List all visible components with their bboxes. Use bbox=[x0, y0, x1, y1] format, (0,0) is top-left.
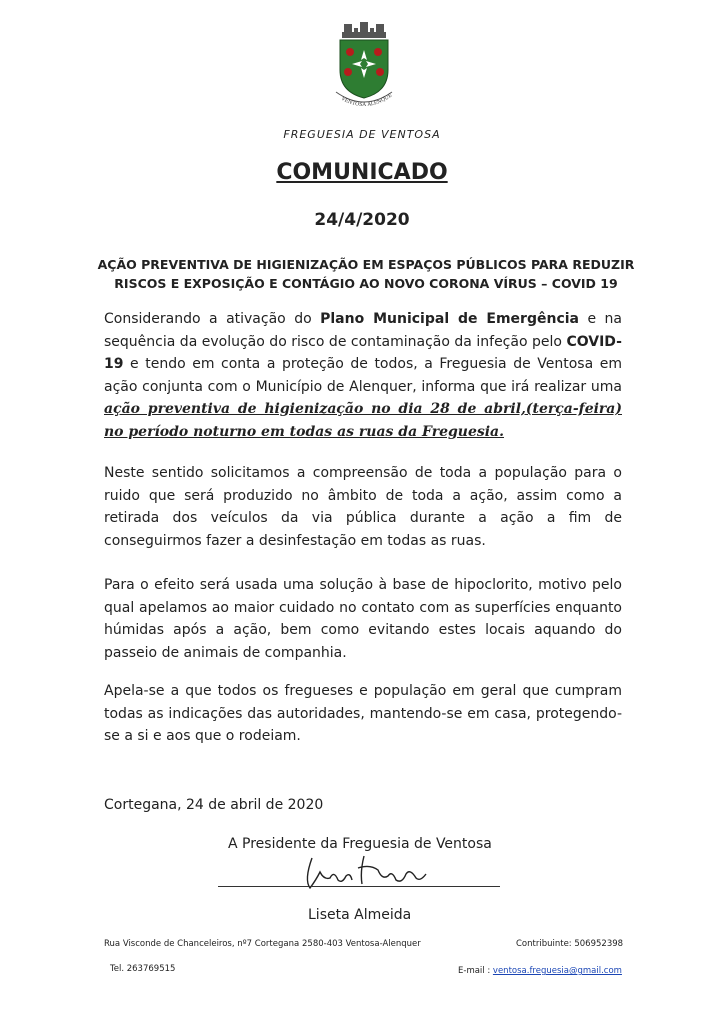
email-link[interactable]: ventosa.freguesia@gmail.com bbox=[492, 966, 622, 976]
handwritten-signature bbox=[290, 850, 440, 894]
footer-address: Rua Visconde de Chanceleiros, nº7 Cortegana bbox=[104, 939, 300, 949]
footer-taxpayer: Contribuinte: 506952398 bbox=[516, 939, 624, 949]
document-date: 24/4/2020 bbox=[314, 210, 410, 230]
p1-text-e: e tendo em conta a proteção de todos, a Freguesia de Ventosa em ação conjunta com o Município de Alenquer, informa que irá realizar uma bbox=[104, 356, 622, 395]
footer-postal: 2580-403 Ventosa-Alenquer bbox=[302, 939, 421, 949]
p1-plan-name: Plano Municipal de Emergência bbox=[320, 311, 579, 327]
document-title: COMUNICADO bbox=[276, 160, 448, 185]
p1-text-c: e na sequência da evolução do risco de contaminação da infeção pelo bbox=[104, 311, 622, 350]
crest-motto: VENTOSA ALENQUE bbox=[340, 92, 394, 108]
paragraph-3: Para o efeito será usada uma solução à base de hipoclorito, motivo pelo qual apelamos ao maior cuidado no contato com as superfícies enquanto húmidas após a ação, bem como evitando estes locais aquando do passeio de animais de companhia. bbox=[104, 577, 622, 661]
footer-email bbox=[458, 966, 622, 976]
email-label: E-mail : bbox=[458, 966, 493, 976]
paragraph-1 bbox=[104, 308, 622, 443]
signer-name: Liseta Almeida bbox=[308, 907, 412, 923]
place-date: Cortegana, 24 de abril de 2020 bbox=[104, 797, 324, 813]
document-subject: AÇÃO PREVENTIVA DE HIGIENIZAÇÃO EM ESPAÇOS PÚBLICOS PARA REDUZIR RISCOS E EXPOSIÇÃO E CONTÁGIO AO NOVO CORONA VÍRUS – COVID 19 bbox=[97, 257, 635, 291]
parish-coat-of-arms bbox=[326, 22, 402, 108]
footer-phone: Tel. 263769515 bbox=[110, 964, 176, 974]
signer-role: A Presidente da Freguesia de Ventosa bbox=[228, 836, 492, 852]
mural-crown-icon bbox=[342, 22, 386, 38]
p1-covid-label: COVID-19 bbox=[104, 333, 622, 372]
parish-name: FREGUESIA DE VENTOSA bbox=[283, 128, 441, 141]
p1-highlight: ação preventiva de higienização no dia 28 de abril,(terça-feira) no período noturno em todas as ruas da Freguesia. bbox=[104, 401, 622, 440]
signature-line bbox=[218, 886, 500, 887]
paragraph-2: Neste sentido solicitamos a compreensão de toda a população para o ruido que será produzido no âmbito de toda a ação, assim como a retirada dos veículos da via pública durante a ação a fim de conseguirmos fazer a desinfestação em todas as ruas. bbox=[104, 465, 622, 549]
paragraph-4: Apela-se a que todos os fregueses e população em geral que cumpram todas as indicações das autoridades, mantendo-se em casa, protegendo-se a si e aos que o rodeiam. bbox=[104, 683, 622, 744]
p1-text-a: Considerando a ativação do bbox=[104, 311, 321, 327]
